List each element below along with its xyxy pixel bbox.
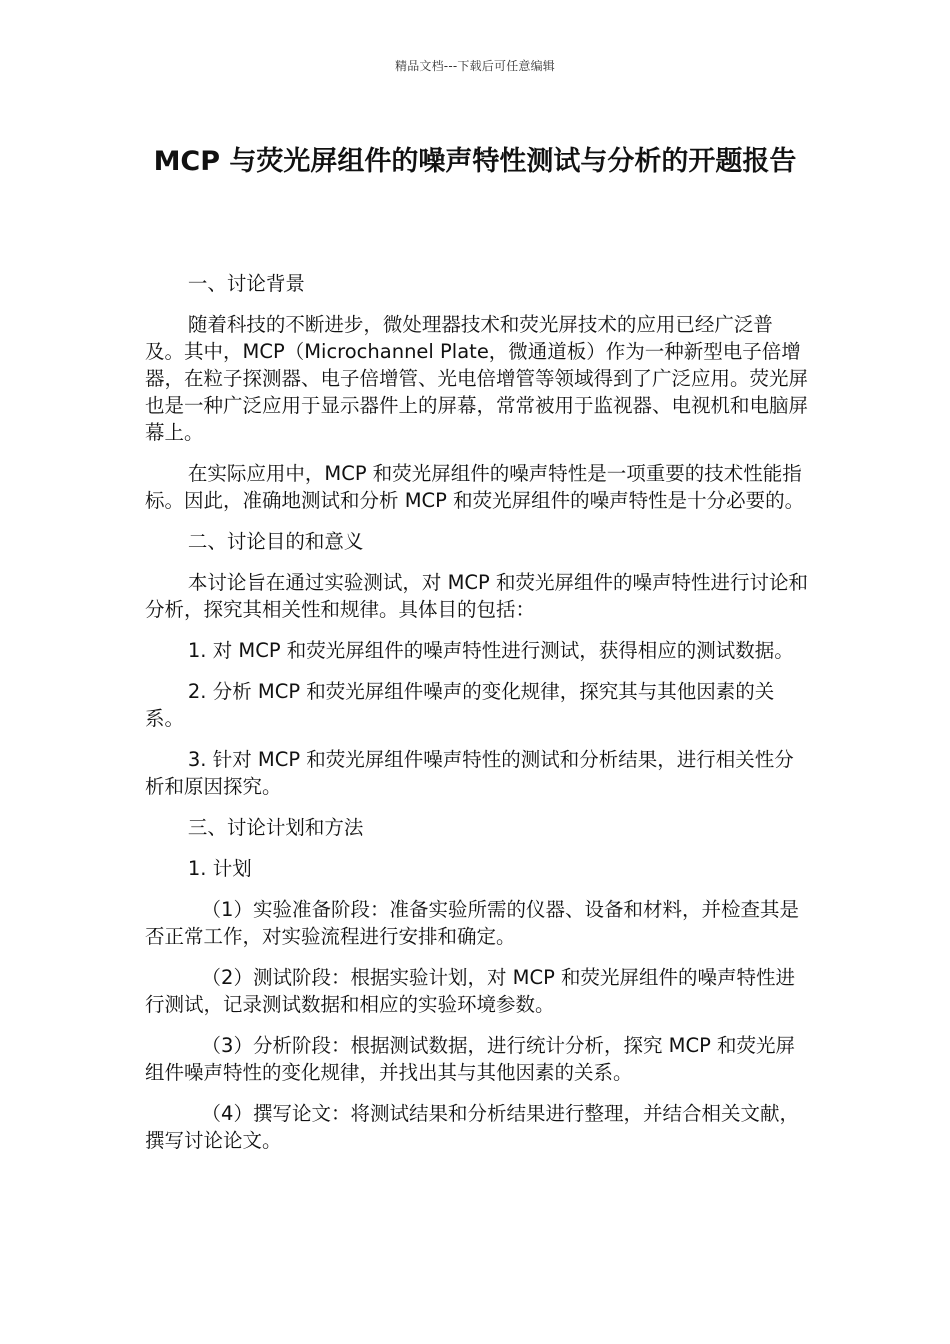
- list-item-purpose-1: 1. 对 MCP 和荧光屏组件的噪声特性进行测试，获得相应的测试数据。: [187, 639, 794, 662]
- section-heading-plan: 三、讨论计划和方法: [187, 816, 364, 839]
- list-item-purpose-3: 3. 针对 MCP 和荧光屏组件噪声特性的测试和分析结果，进行相关性分析和原因探究。: [145, 748, 794, 798]
- list-item-plan-3: （3）分析阶段：根据测试数据，进行统计分析，探究 MCP 和荧光屏组件噪声特性的变化规律，并找出其与其他因素的关系。: [145, 1034, 796, 1084]
- list-item-plan-2: （2）测试阶段：根据实验计划，对 MCP 和荧光屏组件的噪声特性进行测试，记录测试数据和相应的实验环境参数。: [145, 966, 796, 1016]
- section-heading-purpose: 二、讨论目的和意义: [187, 530, 364, 553]
- header-note: 精品文档---下载后可任意编辑: [395, 59, 555, 73]
- document-title: MCP 与荧光屏组件的噪声特性测试与分析的开题报告: [153, 146, 797, 177]
- list-item-plan-1: （1）实验准备阶段：准备实验所需的仪器、设备和材料，并检查其是否正常工作，对实验流程进行安排和确定。: [145, 898, 799, 948]
- list-item-purpose-2: 2. 分析 MCP 和荧光屏组件噪声的变化规律，探究其与其他因素的关系。: [145, 680, 775, 730]
- list-item-plan-4: （4）撰写论文：将测试结果和分析结果进行整理，并结合相关文献，撰写讨论论文。: [145, 1102, 799, 1152]
- paragraph-background-2: 在实际应用中，MCP 和荧光屏组件的噪声特性是一项重要的技术性能指标。因此，准确地测试和分析 MCP 和荧光屏组件的噪声特性是十分必要的。: [145, 462, 805, 512]
- section-heading-background: 一、讨论背景: [187, 272, 305, 295]
- document-body: [145, 270, 810, 1168]
- paragraph-purpose-intro: 本讨论旨在通过实验测试，对 MCP 和荧光屏组件的噪声特性进行讨论和分析，探究其相关性和规律。具体目的包括：: [145, 571, 808, 621]
- subheading-plan: 1. 计划: [187, 857, 252, 880]
- paragraph-background-1: 随着科技的不断进步，微处理器技术和荧光屏技术的应用已经广泛普及。其中，MCP（Microchannel Plate，微通道板）作为一种新型电子倍增器，在粒子探测器、电子倍增管、光电倍增管等领域得到了广泛应用。荧光屏也是一种广泛应用于显示器件上的屏幕，常常被用于监视器、电视机和电脑屏幕上。: [145, 313, 809, 444]
